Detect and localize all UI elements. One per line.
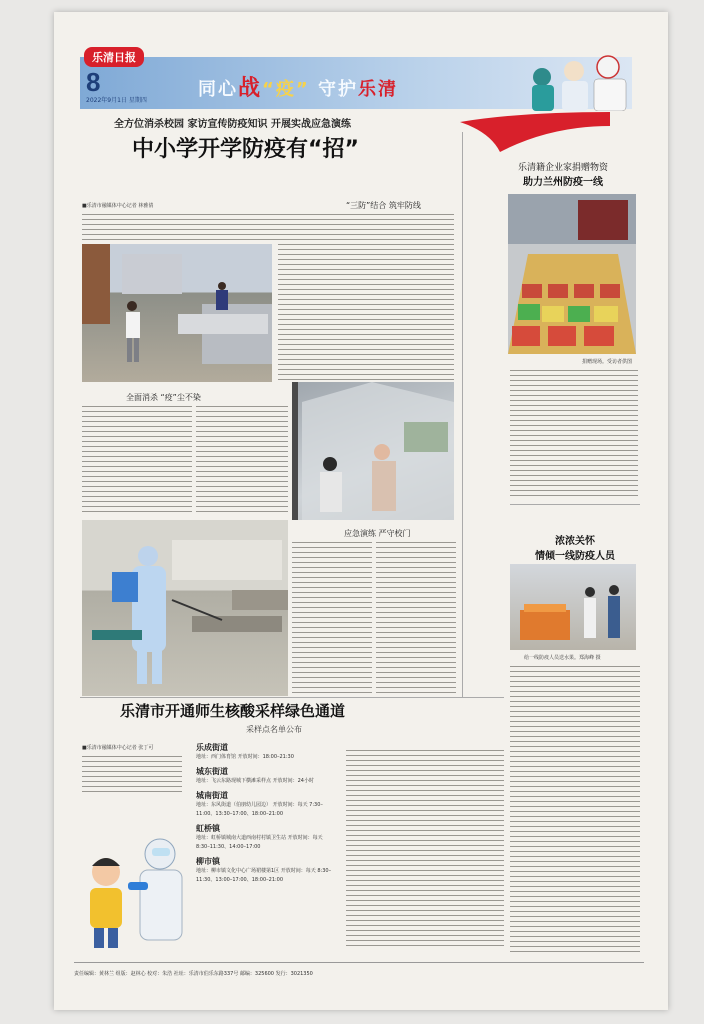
newspaper-logo: 乐清日报: [84, 47, 144, 67]
canteen-disinfection-photo: [82, 520, 288, 696]
banner-slogan: 同心战“疫” 守护乐清: [198, 76, 398, 101]
street-name: 城东街道: [196, 767, 228, 776]
section-title-disinfection: 全面消杀 “疫”尘不染: [126, 393, 201, 402]
nucleic-qa-text: [346, 748, 504, 948]
masthead-banner: [80, 51, 632, 109]
school-entrance-photo: [82, 244, 272, 382]
side-story2-caption: 给一线防疫人员送水果。郑海峰 摄: [524, 655, 601, 661]
side-story1-caption: 捐赠现场。受访者供图: [582, 359, 633, 365]
frontline-care-photo: [510, 564, 636, 650]
nucleic-section-title: 乐清市开通师生核酸采样绿色通道: [120, 702, 346, 720]
nucleic-section-subtitle: 采样点名单公布: [246, 725, 302, 734]
section3-text-left: [292, 540, 372, 694]
section-divider: [80, 697, 504, 698]
sampling-sites-list: [196, 742, 336, 885]
article-subtitle: 全方位消杀校园 家访宣传防疫知识 开展实战应急演练: [114, 119, 351, 130]
side-story2-text: [510, 664, 640, 956]
section3-text-right: [376, 540, 456, 694]
article-title: 中小学开学防疫有“招”: [132, 137, 359, 162]
side-story1-title: 乐清籍企业家捐赠物资 助力兰州防疫一线: [517, 163, 608, 188]
article-byline: ■乐清市融媒体中心记者 林雅倩: [82, 203, 154, 209]
side-story1-text: [510, 368, 638, 498]
street-name: 乐成街道: [196, 743, 228, 752]
intro-text-block: [82, 212, 282, 240]
street-address: 地址：飞云东路现城下横滩采样点 开放时间：24小时: [196, 778, 314, 784]
street-name: 柳市镇: [196, 857, 220, 866]
nucleic-testing-cartoon: [84, 832, 196, 952]
footer-rule: [74, 962, 644, 963]
section2-text-left: [82, 404, 192, 514]
section-title-emergency-drill: 应急演练 严守校门: [344, 529, 411, 538]
section2-text-right: [196, 404, 288, 514]
street-address: 地址：西门体育馆 开放时间：18:00–21:30: [196, 754, 294, 760]
issue-date: 2022年9月1日 星期四: [86, 97, 147, 104]
section1-text-block: [278, 212, 454, 382]
street-address: 地址：虹桥镇城南大道西南村村镇卫生站 开放时间：每天 8:30–11:30、14:00–17:00: [196, 835, 323, 850]
street-address: 地址：柳市镇文化中心广场裙楼第1区 开放时间：每天 8:30–11:30、13:00–17:00、18:00–21:00: [196, 868, 332, 883]
column-divider: [462, 132, 463, 697]
newspaper-page: [54, 12, 668, 1010]
side-divider: [510, 504, 640, 505]
donated-supplies-photo: [508, 194, 636, 354]
street-name: 城南街道: [196, 791, 228, 800]
red-ribbon-decoration: [460, 112, 610, 152]
street-address: 地址：东风街道（伯朋幼儿园边） 开放时间：每天 7:30–11:00、13:30–17:00、18:00–21:00: [196, 802, 323, 817]
footer-info: 责任编辑：黄林兰 组版：赵林心 校对：朱浩 社址：乐清市伯乐东路337号 邮编：325600 发行：3021350: [74, 971, 313, 977]
nucleic-intro-text: [82, 754, 182, 794]
nucleic-byline: ■乐清市融媒体中心记者 张丁可: [82, 745, 154, 751]
health-workers-illustration: [522, 51, 632, 111]
side-story2-title: 浓浓关怀 情倾一线防疫人员: [535, 536, 615, 562]
emergency-drill-photo: [292, 382, 454, 520]
section-title-three-defenses: “三防”结合 筑牢防线: [346, 201, 421, 210]
street-name: 虹桥镇: [196, 824, 220, 833]
page-number: 8: [86, 67, 101, 97]
